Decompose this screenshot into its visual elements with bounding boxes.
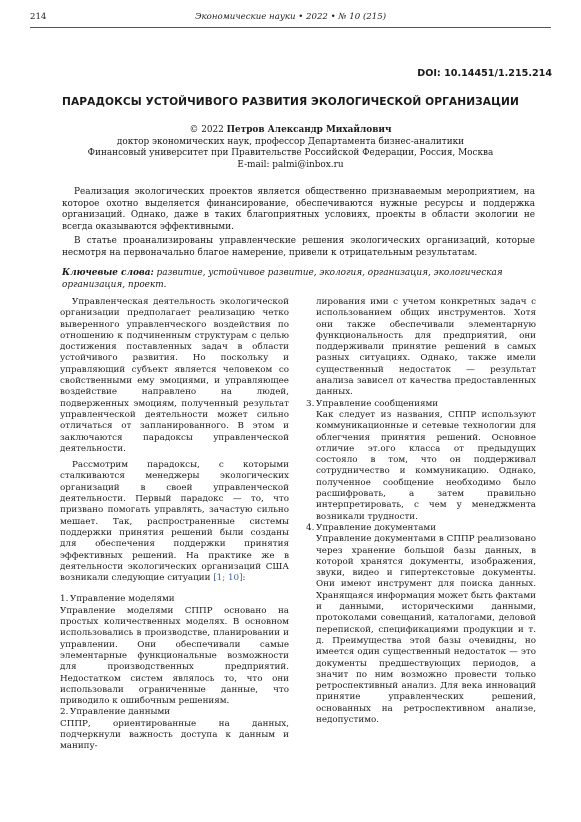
list-number: 3. [306, 398, 315, 409]
list-text: Как следует из названия, СППР используют коммуникационные и сетевые технологии для облегчения принятия решений. Основное отличие эт.ого класса от предыдущих состояло в том, что он поддерживал сотрудничество и коммуникацию. Однако, полученное сообщение необходимо было расшифровать, а затем правильно интерпретировать, с чем у менеджмента возникали трудности. [316, 409, 536, 522]
article-title: ПАРАДОКСЫ УСТОЙЧИВОГО РАЗВИТИЯ ЭКОЛОГИЧЕСКОЙ ОРГАНИЗАЦИИ [62, 96, 519, 108]
list-number: 1. [60, 594, 69, 605]
list-item [306, 399, 536, 410]
author-name: Петров Александр Михайлович [226, 125, 392, 135]
paragraph-text: Рассмотрим парадоксы, с которыми сталкиваются менеджеры экологических организаций в своей управленческой деятельности. Первый парадокс — то, что призвано помогать управлять, зачастую сильно мешает. Так, распространенные системы поддержки принятия решений были созданы для обеспечения поддержки принятия эффективных решений. На практике же в деятельности экологических организаций США возникали следующие ситуации [60, 460, 289, 584]
running-header [30, 12, 551, 26]
page-number: 214 [30, 12, 47, 22]
list-item [60, 594, 289, 605]
author-degree: доктор экономических наук, профессор Департамента бизнес-аналитики [116, 136, 465, 147]
right-column [306, 297, 536, 726]
doi[interactable]: DOI: 10.14451/1.215.214 [417, 68, 552, 79]
list-heading: Управление сообщениями [316, 398, 439, 409]
list-item [306, 523, 536, 534]
copyright: © 2022 [189, 125, 224, 135]
abstract [62, 187, 535, 260]
list-text: СППР, ориентированные на данных, подчеркнули важность доступа к данным и манипу- [60, 718, 289, 752]
citation-link[interactable]: [1; 10] [213, 573, 243, 584]
abstract-paragraph: В статье проанализированы управленческие решения экологических организаций, которые несмотря на первоначально благое намерение, привели к отрицательным результатам. [62, 236, 535, 258]
list-heading: Управление данными [70, 707, 171, 718]
list-text-continued: лирования ими с учетом конкретных задач с использованием общих инструментов. Хотя они также обеспечивали элементарную функциональность для предприятий, они поддерживали принятие решений в самых разных ситуациях. Однако, также имели существенный недостаток — результат анализа зависел от качества предоставленных данных. [316, 297, 536, 398]
list-number: 4. [306, 522, 315, 533]
body-paragraph [60, 460, 289, 584]
list-item [60, 707, 289, 718]
abstract-paragraph: Реализация экологических проектов является общественно признаваемым мероприятием, на которое охотно выделяется финансирование, обеспечиваются нужные ресурсы и поддержка организаций. Однако, даже в таких благоприятных условиях, проекты в области экологии не всегда оказываются эффективными. [62, 187, 535, 232]
list-heading: Управление документами [316, 522, 437, 533]
list-text: Управление документами в СППР реализовано через хранение большой базы данных, в которой хранятся документы, изображения, звуки, видео и гипертекстовые документы. Они имеют инструмент для поиска данных. Хранящаяся информация может быть фактами и данными, историческими данными, протоколами совещаний, каталогами, деловой перепиской, спецификациями продукции и т. д. Преимущества этой базы очевидны, но имеется один существенный недостаток — это документы предшествующих периодов, а значит по ним возможно провести только ретроспективный анализ. Для века инноваций принятие управленческих решений, основанных на ретроспективном анализе, недопустимо. [316, 534, 536, 725]
list-text: Управление моделями СППР основано на простых количественных моделях. В основном использовались в производстве, планировании и управлении. Они обеспечивали самые элементарные функциональные возможности для производственных предприятий. Недостатком систем являлось то, что они использовали ограниченные данные, что приводило к ошибочным решениям. [60, 605, 289, 707]
author-line [30, 125, 551, 137]
keywords [62, 268, 535, 291]
paragraph-text: : [242, 573, 246, 584]
author-affiliation: Финансовый университет при Правительстве Российской Федерации, Россия, Москва [87, 148, 494, 159]
body-paragraph: Управленческая деятельность экологической организации предполагает реализацию четко выверенного управленческого воздействия по отношению к подчиненным структурам с целью достижения поставленных задач в области устойчивого развития. Но поскольку и управляющий субъект является человеком со свойственными ему эмоциями, и управляющее воздействие направлено на людей, подверженных эмоциям, полученный результат управленческой деятельности может сильно отличаться от запланированного. В этом и заключаются парадоксы управленческой деятельности. [60, 297, 289, 454]
keywords-label: Ключевые слова: [62, 268, 154, 278]
list-heading: Управление моделями [70, 594, 175, 605]
journal-title: Экономические науки • 2022 • № 10 (215) [194, 12, 387, 22]
author-block [30, 125, 551, 171]
list-number: 2. [60, 707, 69, 718]
keywords-text: развитие, устойчивое развитие, экология, организация, экологическая организация, проект. [62, 268, 503, 290]
left-column [60, 297, 289, 753]
author-email[interactable]: E-mail: palmi@inbox.ru [237, 159, 344, 170]
header-rule [30, 27, 551, 28]
